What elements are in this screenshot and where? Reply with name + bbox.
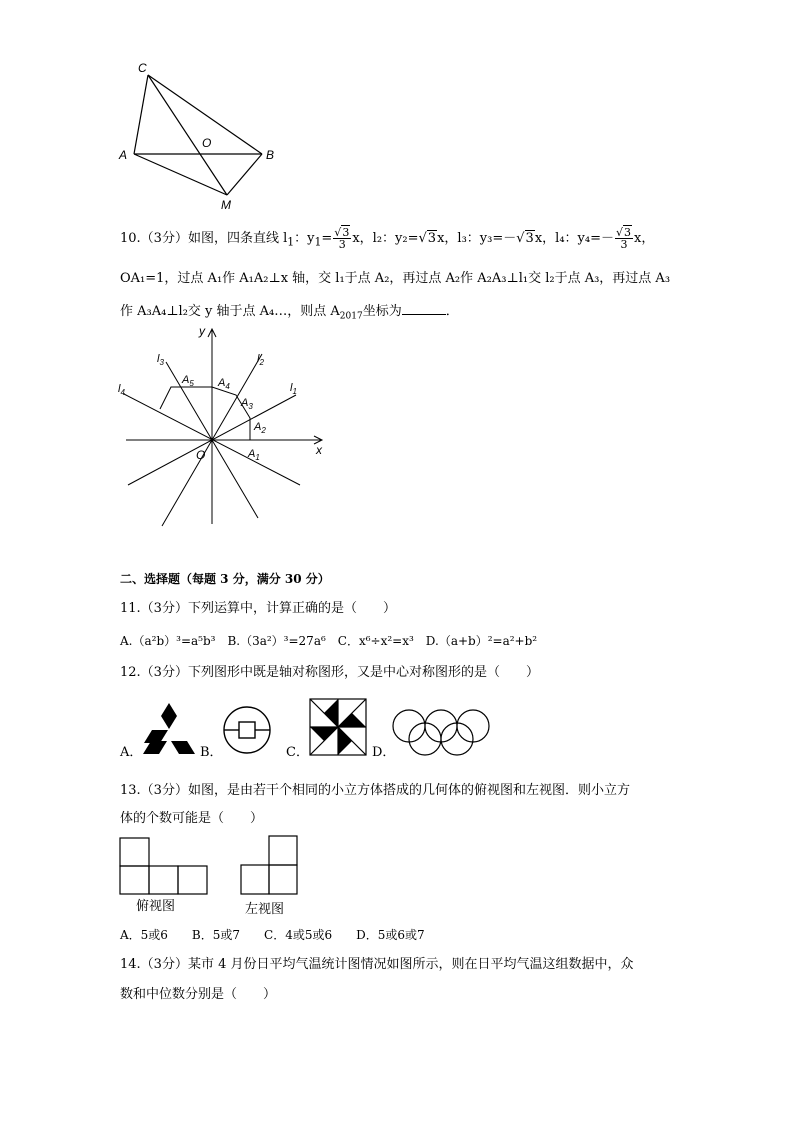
point-a3-label: $A_3$ (241, 397, 253, 411)
section-heading: 二、选择题（每题 3 分，满分 30 分） (120, 572, 330, 586)
question-11-options: A.（a²b）³=a⁵b³ B.（3a²）³=27a⁶ C．x⁶÷x²=x³ D.（a+b）²=a²+b² (120, 634, 538, 648)
point-a-label: A (119, 148, 128, 162)
question-12-stem: 12.（3分）下列图形中既是轴对称图形，又是中心对称图形的是（ ） (120, 665, 539, 680)
question-10-line-2: OA₁=1，过点 A₁作 A₁A₂⊥x 轴，交 l₁于点 A₂，再过点 A₂作 A₂A₃⊥l₁交 l₂于点 A₃，再过点 A₃ (120, 271, 671, 286)
coin-shape-icon (222, 705, 276, 759)
q10-l1: l (283, 231, 288, 246)
pinwheel-shape-icon (308, 697, 368, 757)
question-13-stem-2: 体的个数可能是（ ） (120, 811, 264, 826)
option-b-label[interactable]: B． (200, 745, 223, 760)
point-b-label: B (266, 148, 275, 162)
line-l3-label: $l_3$ (157, 353, 164, 367)
q10-intro: 10.（3分）如图，四条直线 (120, 231, 284, 246)
question-10-line-3: 作 A₃A₄⊥l₂交 y 轴于点 A₄…，则点 $A_{2017}$坐标为 ． (120, 304, 459, 322)
top-view-caption: 俯视图 (136, 898, 176, 913)
top-view-figure (118, 836, 210, 896)
origin-label: O (196, 448, 206, 462)
point-a2-label: $A_2$ (254, 421, 266, 435)
question-11-stem: 11.（3分）下列运算中，计算正确的是（ ） (120, 601, 396, 616)
answer-blank[interactable] (402, 302, 446, 315)
option-a-label[interactable]: A． (120, 745, 143, 760)
line-l4-label: $l_4$ (118, 383, 125, 397)
point-a1-label: $A_1$ (248, 448, 260, 462)
point-c-label: C (138, 61, 147, 75)
question-13-stem-1: 13.（3分）如图，是由若干个相同的小立方体搭成的几何体的俯视图和左视图．则小立方 (120, 783, 630, 798)
left-view-caption: 左视图 (245, 901, 285, 916)
question-14-stem-1: 14.（3分）某市 4 月份日平均气温统计图情况如图所示，则在日平均气温这组数据中，众 (120, 957, 634, 972)
point-a4-label: $A_4$ (218, 377, 230, 391)
point-m-label: M (221, 198, 231, 212)
point-o-label: O (202, 136, 212, 150)
y-axis-label: y (199, 324, 205, 338)
option-c-label[interactable]: C． (286, 745, 309, 760)
mitsubishi-shape-icon (140, 702, 198, 756)
line-l2-label: $l_2$ (257, 353, 264, 367)
axes-lines-figure (110, 322, 340, 530)
question-13-options: A．5或6 B．5或7 C．4或5或6 D．5或6或7 (120, 928, 425, 942)
left-view-figure (239, 834, 301, 896)
quadrilateral-figure (110, 55, 290, 215)
olympic-rings-icon (390, 708, 492, 758)
question-10-line-1: 10.（3分）如图，四条直线 $l_1$：$y_1=$ $\frac{√3}{3}$ x，l₂：y₂=√3x，l₃：y₃=－√3x，l₄：y₄=－ $\frac{√3}{3}$ x， (120, 226, 655, 251)
x-axis-label: x (316, 443, 322, 457)
q10-fraction-1: $\frac{√3}{3}$ (334, 226, 350, 251)
line-l1-label: $l_1$ (290, 382, 297, 396)
option-d-label[interactable]: D． (372, 745, 396, 760)
q10-fraction-2: $\frac{√3}{3}$ (615, 226, 631, 251)
question-14-stem-2: 数和中位数分别是（ ） (120, 987, 277, 1002)
point-a5-label: $A_5$ (182, 374, 194, 388)
